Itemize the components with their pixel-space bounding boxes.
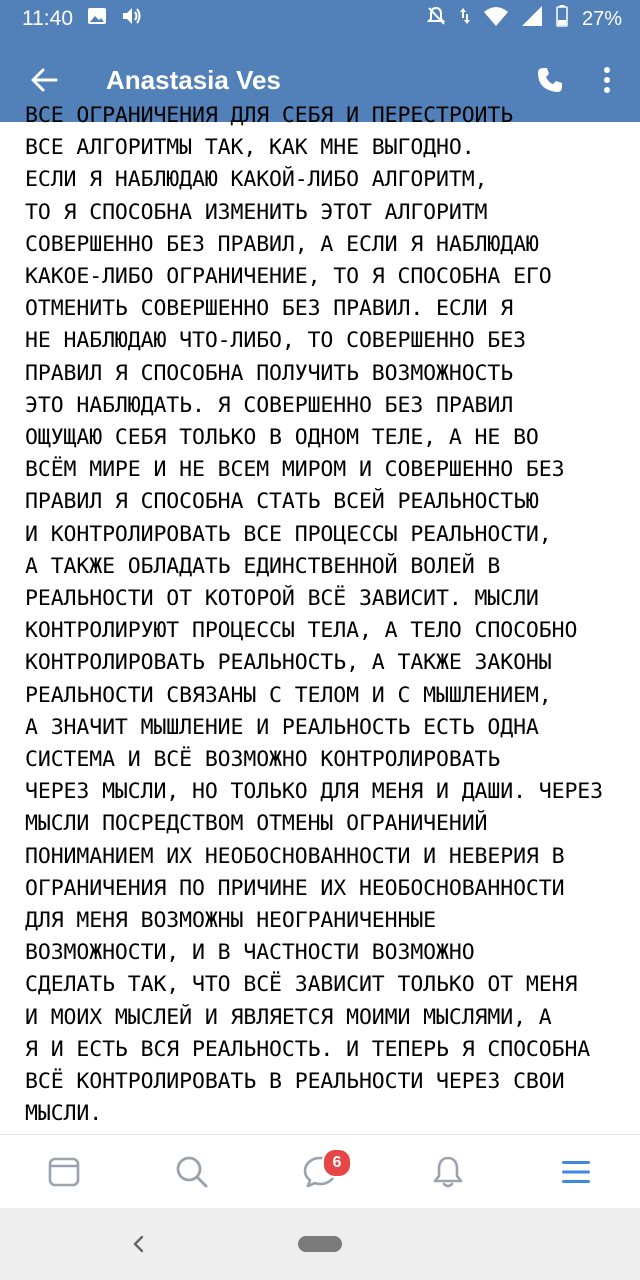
message-line: А ЗНАЧИТ МЫШЛЕНИЕ И РЕАЛЬНОСТЬ ЕСТЬ ОДНА [25,714,539,740]
nav-search[interactable] [160,1140,224,1204]
message-line: РЕАЛЬНОСТИ ОТ КОТОРОЙ ВСЁ ЗАВИСИТ. МЫСЛИ [25,586,539,612]
message-line: СДЕЛАТЬ ТАК, ЧТО ВСЁ ЗАВИСИТ ТОЛЬКО ОТ МЕНЯ [25,972,578,998]
message-line: КАКОЕ-ЛИБО ОГРАНИЧЕНИЕ, ТО Я СПОСОБНА ЕГО [25,264,552,290]
message-text [25,100,625,1131]
message-line: СОВЕРШЕННО БЕЗ ПРАВИЛ, А ЕСЛИ Я НАБЛЮДАЮ [25,231,539,257]
message-line: ЕСЛИ Я НАБЛЮДАЮ КАКОЙ-ЛИБО АЛГОРИТМ, [25,167,488,193]
message-line: ВОЗМОЖНОСТИ, И В ЧАСТНОСТИ ВОЗМОЖНО [25,940,475,966]
message-line: ДЛЯ МЕНЯ ВОЗМОЖНЫ НЕОГРАНИЧЕННЫЕ [25,908,437,934]
message-line: РЕАЛЬНОСТИ СВЯЗАНЫ С ТЕЛОМ И С МЫШЛЕНИЕМ, [25,682,552,708]
message-line: ЧЕРЕЗ МЫСЛИ, НО ТОЛЬКО ДЛЯ МЕНЯ И ДАШИ. ЧЕРЕЗ [25,779,603,805]
battery-percent: 27% [581,7,622,30]
newsfeed-icon [47,1155,81,1189]
bottom-navigation [0,1134,640,1208]
message-line: СИСТЕМА И ВСЁ ВОЗМОЖНО КОНТРОЛИРОВАТЬ [25,747,501,773]
nav-news[interactable] [32,1140,96,1204]
message-area[interactable] [0,103,640,1134]
chevron-left-icon [132,1235,144,1253]
message-line: И МОИХ МЫСЛЕЙ И ЯВЛЯЕТСЯ МОИМИ МЫСЛЯМИ, А [25,1004,552,1030]
message-line: МЫСЛИ ПОСРЕДСТВОМ ОТМЕНЫ ОГРАНИЧЕНИЙ [25,811,488,837]
phone-icon [536,66,564,94]
message-line: ВСЕ ОГРАНИЧЕНИЯ ДЛЯ СЕБЯ И ПЕРЕСТРОИТЬ [25,103,514,128]
message-line: ПОНИМАНИЕМ ИХ НЕОБОСНОВАННОСТИ И НЕВЕРИЯ В [25,843,565,869]
message-line: КОНТРОЛИРОВАТЬ РЕАЛЬНОСТЬ, А ТАКЖЕ ЗАКОНЫ [25,650,552,676]
message-line: ВСЁМ МИРЕ И НЕ ВСЕМ МИРОМ И СОВЕРШЕННО БЕЗ [25,457,565,483]
hamburger-menu-icon [560,1158,592,1186]
messages-badge: 6 [322,1148,352,1178]
image-icon [87,7,107,31]
more-options-button[interactable] [592,60,622,100]
message-line: ВСЁ КОНТРОЛИРОВАТЬ В РЕАЛЬНОСТИ ЧЕРЕЗ СВОИ [25,1069,565,1095]
message-line: ОТМЕНИТЬ СОВЕРШЕННО БЕЗ ПРАВИЛ. ЕСЛИ Я [25,296,514,322]
more-vertical-icon [603,67,611,93]
nav-messages[interactable] [288,1140,352,1204]
message-line: ОЩУЩАЮ СЕБЯ ТОЛЬКО В ОДНОМ ТЕЛЕ, А НЕ ВО [25,425,539,451]
message-line: ЭТО НАБЛЮДАТЬ. Я СОВЕРШЕННО БЕЗ ПРАВИЛ [25,392,514,418]
status-bar [0,0,640,38]
nav-notifications[interactable] [416,1140,480,1204]
message-line: ПРАВИЛ Я СПОСОБНА СТАТЬ ВСЕЙ РЕАЛЬНОСТЬЮ [25,489,539,515]
data-arrows-icon [460,6,470,32]
message-line: ВСЕ АЛГОРИТМЫ ТАК, КАК МНЕ ВЫГОДНО. [25,135,475,161]
message-line: И КОНТРОЛИРОВАТЬ ВСЕ ПРОЦЕССЫ РЕАЛЬНОСТИ, [25,521,552,547]
nav-menu[interactable] [544,1140,608,1204]
message-line: ТО Я СПОСОБНА ИЗМЕНИТЬ ЭТОТ АЛГОРИТМ [25,199,488,225]
chat-title[interactable]: Anastasia Ves [106,64,281,95]
message-line: ПРАВИЛ Я СПОСОБНА ПОЛУЧИТЬ ВОЗМОЖНОСТЬ [25,360,514,386]
message-line: НЕ НАБЛЮДАЮ ЧТО-ЛИБО, ТО СОВЕРШЕННО БЕЗ [25,328,526,354]
arrow-left-icon [31,68,57,92]
wifi-icon [484,6,508,32]
system-back-button[interactable] [126,1232,150,1256]
mute-icon [426,6,446,32]
call-button[interactable] [530,60,570,100]
message-line: Я И ЕСТЬ ВСЯ РЕАЛЬНОСТЬ. И ТЕПЕРЬ Я СПОСОБНА [25,1036,591,1062]
message-line: МЫСЛИ. [25,1101,103,1127]
search-icon [174,1154,210,1190]
status-time: 11:40 [22,7,73,30]
message-line: А ТАКЖЕ ОБЛАДАТЬ ЕДИНСТВЕННОЙ ВОЛЕЙ В [25,553,501,579]
back-button[interactable] [24,60,64,100]
system-home-pill[interactable] [298,1236,342,1252]
signal-icon [522,6,542,32]
system-navigation-bar [0,1208,640,1280]
battery-icon [556,5,568,33]
message-line: ОГРАНИЧЕНИЯ ПО ПРИЧИНЕ ИХ НЕОБОСНОВАННОСТИ [25,875,565,901]
bell-icon [432,1155,464,1189]
volume-icon [121,6,143,32]
message-line: КОНТРОЛИРУЮТ ПРОЦЕССЫ ТЕЛА, А ТЕЛО СПОСОБНО [25,618,578,644]
